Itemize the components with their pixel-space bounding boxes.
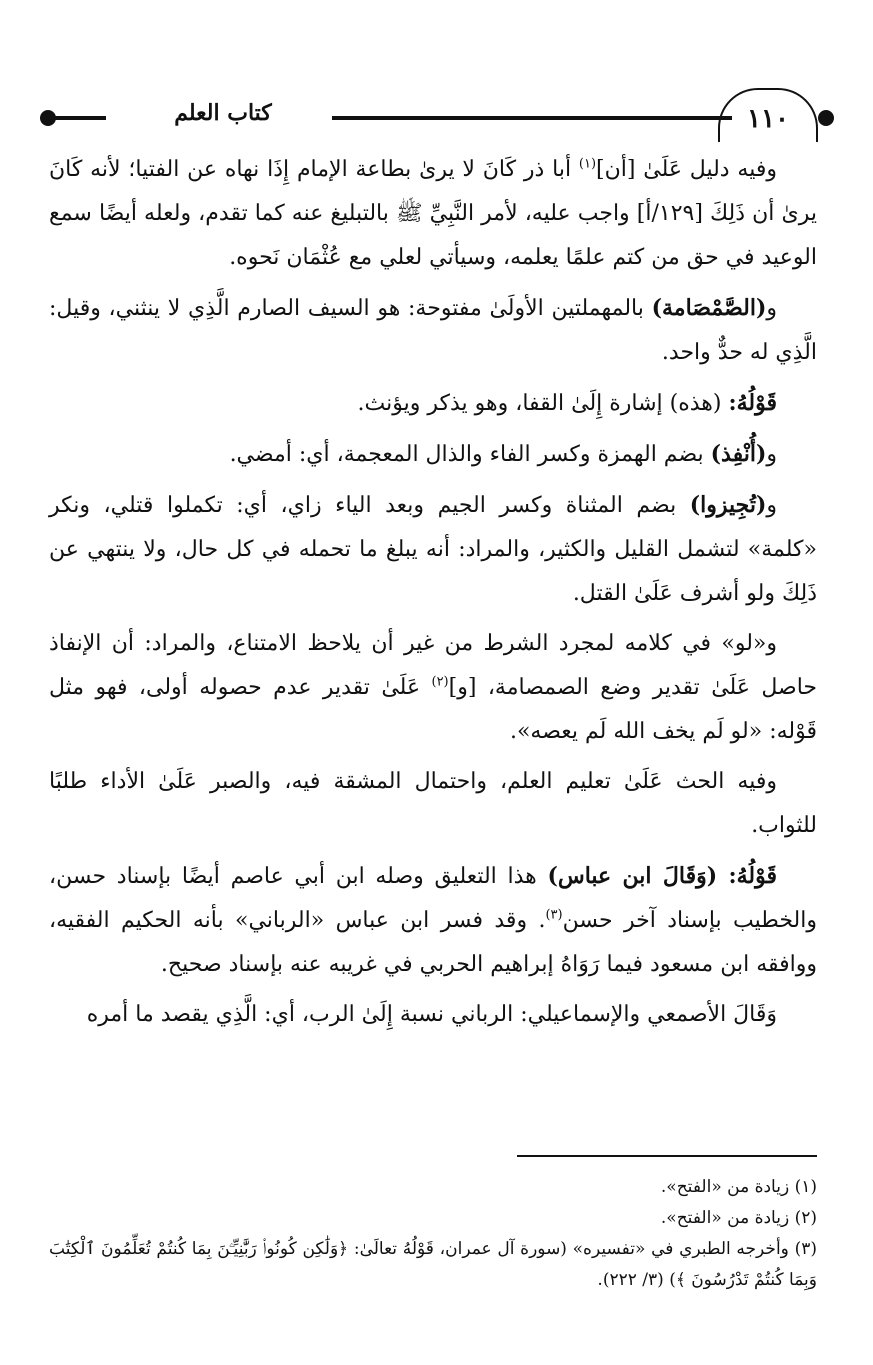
term-ibn-abbas: قَوْلُهُ: (وَقَالَ ابن عباس)	[547, 863, 777, 889]
footnotes	[49, 1172, 817, 1296]
header-rule-left	[54, 116, 106, 120]
text-run: بضم الهمزة وكسر الفاء والذال المعجمة، أي: أمضي.	[229, 442, 711, 467]
book-title: كتاب العلم	[174, 100, 272, 126]
page-header	[36, 88, 836, 146]
text-run: و«لو» في كلامه لمجرد الشرط من غير أن يلاحظ الامتناع، والمراد: أن الإنفاذ حاصل عَلَىٰ تقدير وضع الصمصامة، [و]	[49, 631, 817, 700]
paragraph-7	[49, 760, 817, 848]
footnote-marker-1: (١)	[578, 156, 597, 172]
term-qawluhu: قَوْلُهُ:	[728, 390, 777, 416]
footnote-1: (١) زيادة من «الفتح».	[660, 1177, 817, 1197]
paragraph-9	[49, 993, 817, 1037]
term-unfidh: (أُنْفِذ)	[710, 441, 767, 467]
footnote-marker-2: (٢)	[431, 674, 449, 690]
text-run: (هذه) إشارة إِلَىٰ القفا، وهو يذكر ويؤنث.	[357, 391, 729, 416]
page-number: ١١٠	[718, 88, 818, 142]
text-run: و	[766, 493, 777, 518]
paragraph-4	[49, 432, 817, 477]
paragraph-8	[49, 854, 817, 987]
paragraph-3	[49, 381, 817, 426]
paragraph-5	[49, 483, 817, 616]
footnote-separator	[517, 1155, 817, 1157]
text-run: و	[766, 296, 777, 321]
header-rule-middle	[332, 116, 732, 120]
footnote-3: (٣) وأخرجه الطبري في «تفسيره» (سورة آل عمران، قَوْلُهُ تعالَىٰ: ﴿وَلَٰكِن كُونُوا۟ رَبَّٰنِيِّـۧنَ بِمَا كُنتُمْ تُعَلِّمُونَ ٱلْكِتَٰبَ وَبِمَا كُنتُمْ تَدْرُسُونَ ﴾) (٣/ ٢٢٢).	[49, 1239, 817, 1290]
text-run: عَلَىٰ تقدير عدم حصوله أولى، فهو مثل قَوْله: «لو لَم يخف الله لَم يعصه».	[49, 675, 817, 744]
header-dot-right	[818, 110, 834, 126]
main-text	[49, 148, 817, 1043]
text-run: أبا ذر كَانَ لا يرىٰ بطاعة الإمام إِذَا نهاه عن الفتيا؛ لأنه كَانَ يرىٰ أن ذَلِكَ [١٢٩/أ] واجب عليه، لأمر النَّبِيِّ ﷺ بالتبليغ عنه كما تقدم، ولعله أيضًا سمع الوعيد في حق من كتم علمًا يعلمه، وسيأتي لعلي مع عُثْمَان نَحوه.	[49, 157, 817, 270]
text-run: بضم المثناة وكسر الجيم وبعد الياء زاي، أي: تكملوا قتلي، ونكر «كلمة» لتشمل القليل والكثير، والمراد: أنه يبلغ ما تحمله في كل حال، ولا ينتهي عن ذَلِكَ ولو أشرف عَلَىٰ القتل.	[49, 493, 817, 606]
footnote-marker-3: (٣)	[545, 907, 563, 923]
text-run: و	[766, 442, 777, 467]
footnote-2: (٢) زيادة من «الفتح».	[660, 1208, 817, 1228]
paragraph-2	[49, 286, 817, 375]
paragraph-1	[49, 148, 817, 280]
term-samsama: (الصَّمْصَامة)	[651, 295, 767, 321]
text-run: وَقَالَ الأصمعي والإسماعيلي: الرباني نسبة إِلَىٰ الرب، أي: الَّذِي يقصد ما أمره	[86, 1002, 777, 1027]
text-run: وفيه الحث عَلَىٰ تعليم العلم، واحتمال المشقة فيه، والصبر عَلَىٰ الأداء طلبًا للثواب.	[49, 769, 817, 838]
text-run: . وقد فسر ابن عباس «الرباني» بأنه الحكيم الفقيه، ووافقه ابن مسعود فيما رَوَاهُ إبراهيم الحربي في غريبه عنه بإسناد صحيح.	[49, 908, 817, 977]
term-tujizu: (تُجِيزوا)	[689, 492, 767, 518]
text-run: بالمهملتين الأولَىٰ مفتوحة: هو السيف الصارم الَّذِي لا ينثني، وقيل: الَّذِي له حدٌّ واحد.	[49, 296, 817, 365]
text-run: وفيه دليل عَلَىٰ [أن]	[596, 157, 777, 182]
paragraph-6	[49, 622, 817, 754]
text-run: هذا التعليق وصله ابن أبي عاصم أيضًا بإسناد حسن، والخطيب بإسناد آخر حسن	[49, 864, 817, 933]
